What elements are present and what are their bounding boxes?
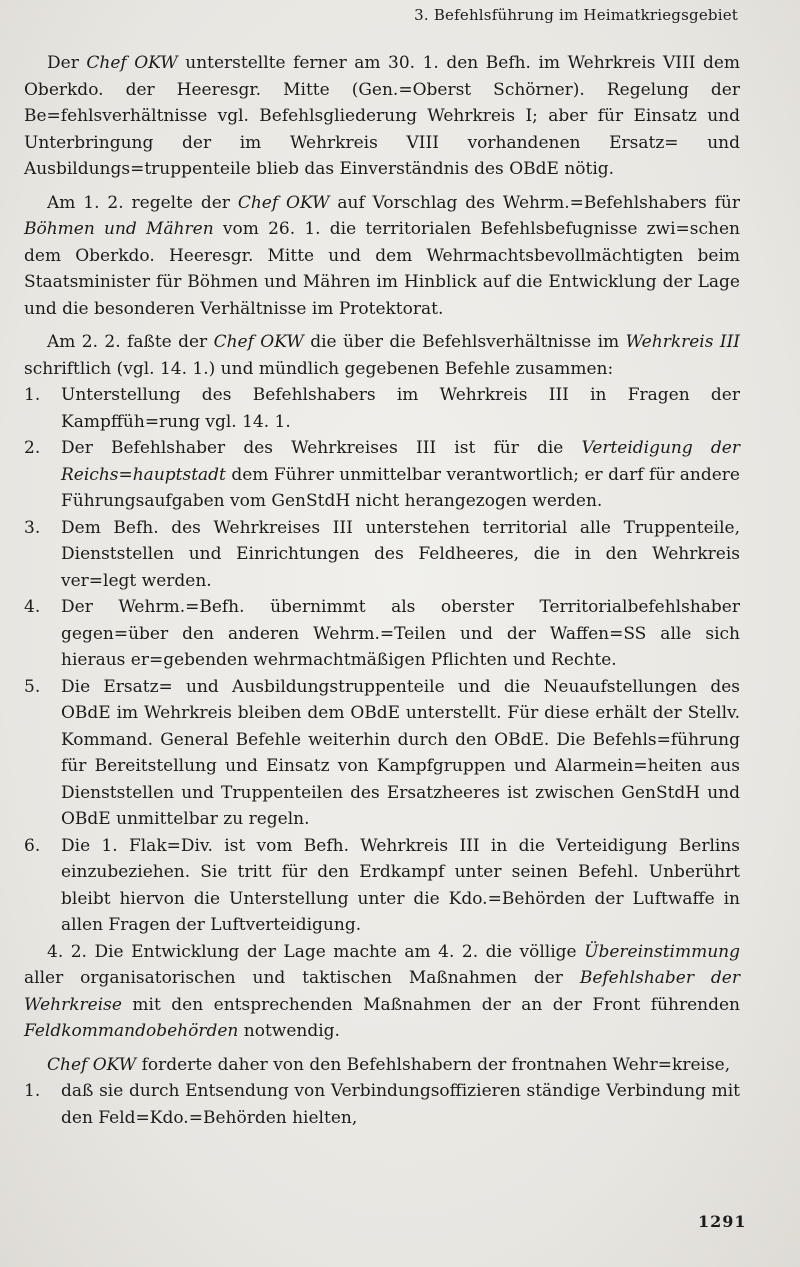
list-item: 4. Der Wehrm.=Befh. übernimmt als oberster Territorialbefehlshaber gegen=über den anderen Wehrm.=Teilen und der Waffen=SS alle sich hieraus er=gebenden wehrmachtmäßigen Pflichten und Rechte. [24,597,740,670]
numbered-list [24,382,740,939]
list-item: 5. Die Ersatz= und Ausbildungstruppenteile und die Neuaufstellungen des OBdE im Wehrkreis bleiben dem OBdE unterstellt. Für diese erhält der Stellv. Kommand. General Befehle weiterhin durch den OBdE. Die Befehls=führung für Bereitstellung und Einsatz von Kampfgruppen und Alarmein=heiten aus Dienststellen und Truppenteilen des Ersatzheeres ist zwischen GenStdH und OBdE unmittelbar zu regeln. [24,676,740,829]
list-item: 1. Unterstellung des Befehlshabers im Wehrkreis III in Fragen der Kampffüh=rung vgl. 14. 1. [24,385,740,432]
paragraph-boehmen-maehren: Am 1. 2. regelte der Chef OKW auf Vorschlag des Wehrm.=Befehlshabers für Böhmen und Mähren vom 26. 1. die territorialen Befehlsbefugnisse zwi=schen dem Oberkdo. Heeresgr. Mitte und dem Wehrmachtsbevollmächtigten beim Staatsminister für Böhmen und Mähren im Hinblick auf die Entwicklung der Lage und die besonderen Verhältnisse im Protektorat. [24,192,740,319]
paragraph-wehrkreis-iii: Am 2. 2. faßte der Chef OKW die über die Befehlsverhältnisse im Wehrkreis III schriftlich (vgl. 14. 1.) und mündlich gegebenen Befehle zusammen: [24,332,741,379]
page-number: 1291 [698,1212,747,1231]
paragraph-4-2: 4. 2. Die Entwicklung der Lage machte am 4. 2. die völlige Übereinstimmung aller organisatorischen und taktischen Maßnahmen der Befehlshaber der Wehrkreise mit den entsprechenden Maßnahmen der an der Front führenden Feldkommandobehörden notwendig. [24,941,740,1041]
list-item: 3. Dem Befh. des Wehrkreises III unterstehen territorial alle Truppenteile, Dienststellen und Einrichtungen des Feldheeres, die in den Wehrkreis ver=legt werden. [24,517,740,591]
running-header: 3. Befehlsführung im Heimatkriegsgebiet [414,6,738,24]
paragraph-chef-okw-demands: Chef OKW forderte daher von den Befehlshabern der frontnahen Wehr=kreise, [47,1054,731,1075]
list-item: 2. Der Befehlshaber des Wehrkreises III ist für die Verteidigung der Reichs=hauptstadt dem Führer unmittelbar verantwortlich; er darf für andere Führungsaufgaben vom GenStdH nicht herangezogen werden. [24,438,740,511]
body-text [24,50,740,1131]
list-item: 1. daß sie durch Entsendung von Verbindungsoffizieren ständige Verbindung mit den Feld=Kdo.=Behörden hielten, [24,1081,740,1128]
list-item: 6. Die 1. Flak=Div. ist vom Befh. Wehrkreis III in die Verteidigung Berlins einzubeziehen. Sie tritt für den Erdkampf unter seinen Befehl. Unberührt bleibt hiervon die Unterstellung unter die Kdo.=Behörden der Luftwaffe in allen Fragen der Luftverteidigung. [24,835,740,935]
paragraph-wehrkreis-viii: Der Chef OKW unterstellte ferner am 30. 1. den Befh. im Wehrkreis VIII dem Oberkdo. der Heeresgr. Mitte (Gen.=Oberst Schörner). Regelung der Be=fehlsverhältnisse vgl. Befehlsgliederung Wehrkreis I; aber für Einsatz und Unterbringung der im Wehrkreis VIII vorhandenen Ersatz= und Ausbildungs=truppenteile blieb das Einverständnis des OBdE nötig. [24,53,741,179]
